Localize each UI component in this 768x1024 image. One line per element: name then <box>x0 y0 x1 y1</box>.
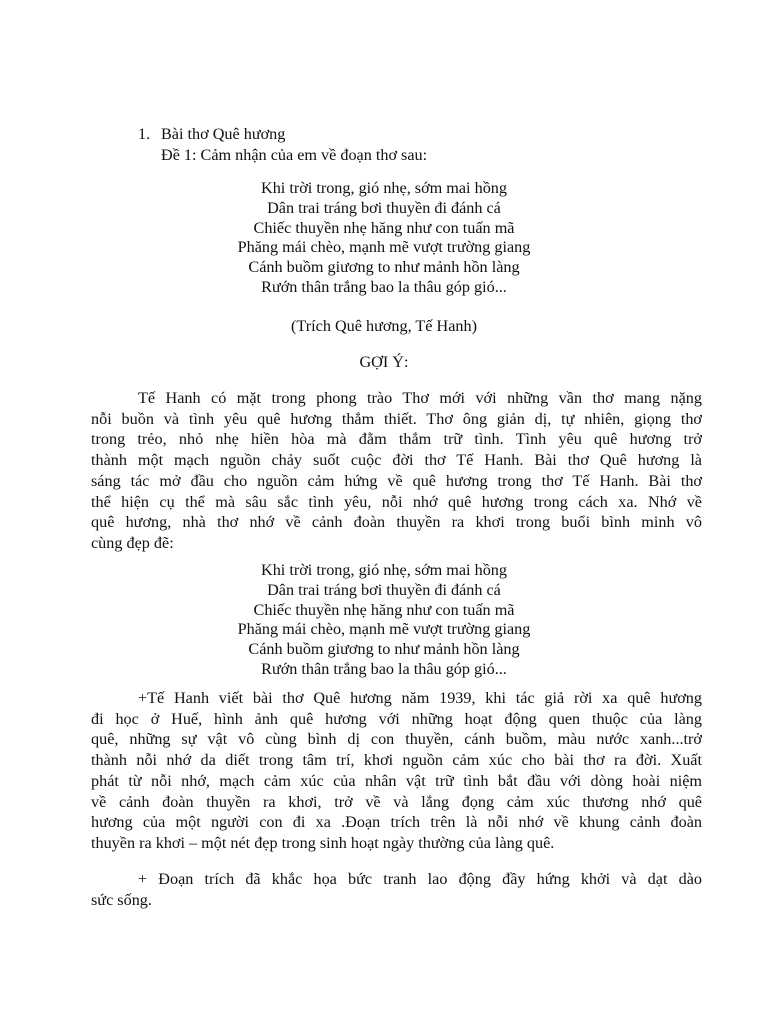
paragraph-line: sáng tác mở đầu cho nguồn cảm hứng về quê hương trong thơ Tế Hanh. Bài thơ <box>91 471 702 490</box>
section-title: Bài thơ Quê hương <box>161 125 286 143</box>
poem-excerpt <box>115 179 653 298</box>
poem-line: Phăng mái chèo, mạnh mẽ vượt trường giang <box>237 620 531 639</box>
poem-excerpt-repeat <box>115 561 653 680</box>
paragraph-intro <box>91 388 702 554</box>
poem-line: Dân trai tráng bơi thuyền đi đánh cá <box>267 198 501 217</box>
paragraph-analysis <box>91 869 702 910</box>
paragraph-line: nỗi buồn và tình yêu quê hương thắm thiết. Thơ ông giản dị, tự nhiên, giọng thơ <box>91 409 702 428</box>
paragraph-line: quê, những sự vật vô cùng bình dị con thuyền, cánh buồm, màu nước xanh...trở <box>91 730 702 749</box>
poem-line: Chiếc thuyền nhẹ hăng như con tuấn mã <box>253 600 515 619</box>
paragraph-line: phát từ nỗi nhớ, mạch cảm xúc của nhân vật trữ tình bắt đầu với dòng hoài niệm <box>91 771 702 790</box>
exercise-prompt: Đề 1: Cảm nhận của em về đoạn thơ sau: <box>161 146 428 164</box>
poem-line: Khi trời trong, gió nhẹ, sớm mai hồng <box>261 179 507 197</box>
paragraph-line: thành nỗi nhớ da diết trong tâm trí, khơi nguồn cảm xúc cho bài thơ ra đời. Xuất <box>91 751 702 770</box>
paragraph-line: đi học ở Huế, hình ảnh quê hương với những hoạt động quen thuộc của làng <box>91 709 702 728</box>
poem-line: Khi trời trong, gió nhẹ, sớm mai hồng <box>261 561 507 579</box>
paragraph-line: + Đoạn trích đã khắc họa bức tranh lao động đầy hứng khởi và dạt dào <box>138 870 702 888</box>
paragraph-line: cùng đẹp đẽ: <box>91 533 174 552</box>
hint-title: GỢI Ý: <box>359 353 409 371</box>
paragraph-line: quê hương, nhà thơ nhớ về cảnh đoàn thuyền ra khơi trong buổi bình minh vô <box>91 513 702 532</box>
poem-line: Cánh buồm giương to như mảnh hồn làng <box>248 258 520 277</box>
paragraph-line: hương của một người con đi xa .Đoạn trích trên là nỗi nhớ về khung cảnh đoàn <box>91 813 702 832</box>
paragraph-line: thuyền ra khơi – một nét đẹp trong sinh hoạt ngày thường của làng quê. <box>91 833 555 852</box>
poem-line: Dân trai tráng bơi thuyền đi đánh cá <box>267 580 501 599</box>
section-number: 1. <box>138 125 151 143</box>
paragraph-line: Tế Hanh có mặt trong phong trào Thơ mới với những vần thơ mang nặng <box>138 389 702 407</box>
paragraph-line: thể hiện cụ thể mà sâu sắc tình yêu, nỗi nhớ quê hương trong cách xa. Nhớ về <box>91 492 702 511</box>
paragraph-line: về cảnh đoàn thuyền ra khơi, trở về và lắng đọng cảm xúc thương nhớ quê <box>91 792 702 811</box>
paragraph-line: +Tế Hanh viết bài thơ Quê hương năm 1939, khi tác giả rời xa quê hương <box>138 689 702 707</box>
poem-line: Cánh buồm giương to như mảnh hồn làng <box>248 640 520 659</box>
poem-line: Rướn thân trắng bao la thâu góp gió... <box>261 659 507 678</box>
poem-line: Chiếc thuyền nhẹ hăng như con tuấn mã <box>253 218 515 237</box>
section-heading <box>138 124 285 144</box>
paragraph-line: thành một mạch nguồn chảy suốt cuộc đời thơ Tế Hanh. Bài thơ Quê hương là <box>91 451 702 470</box>
paragraph-line: sức sống. <box>91 890 152 909</box>
paragraph-line: trong trẻo, nhỏ nhẹ hiền hòa mà đằm thắm trữ tình. Tình yêu quê hương trở <box>91 430 702 449</box>
paragraph-context <box>91 688 702 854</box>
poem-line: Rướn thân trắng bao la thâu góp gió... <box>261 277 507 296</box>
poem-line: Phăng mái chèo, mạnh mẽ vượt trường giang <box>237 238 531 257</box>
poem-source: (Trích Quê hương, Tế Hanh) <box>291 317 477 335</box>
